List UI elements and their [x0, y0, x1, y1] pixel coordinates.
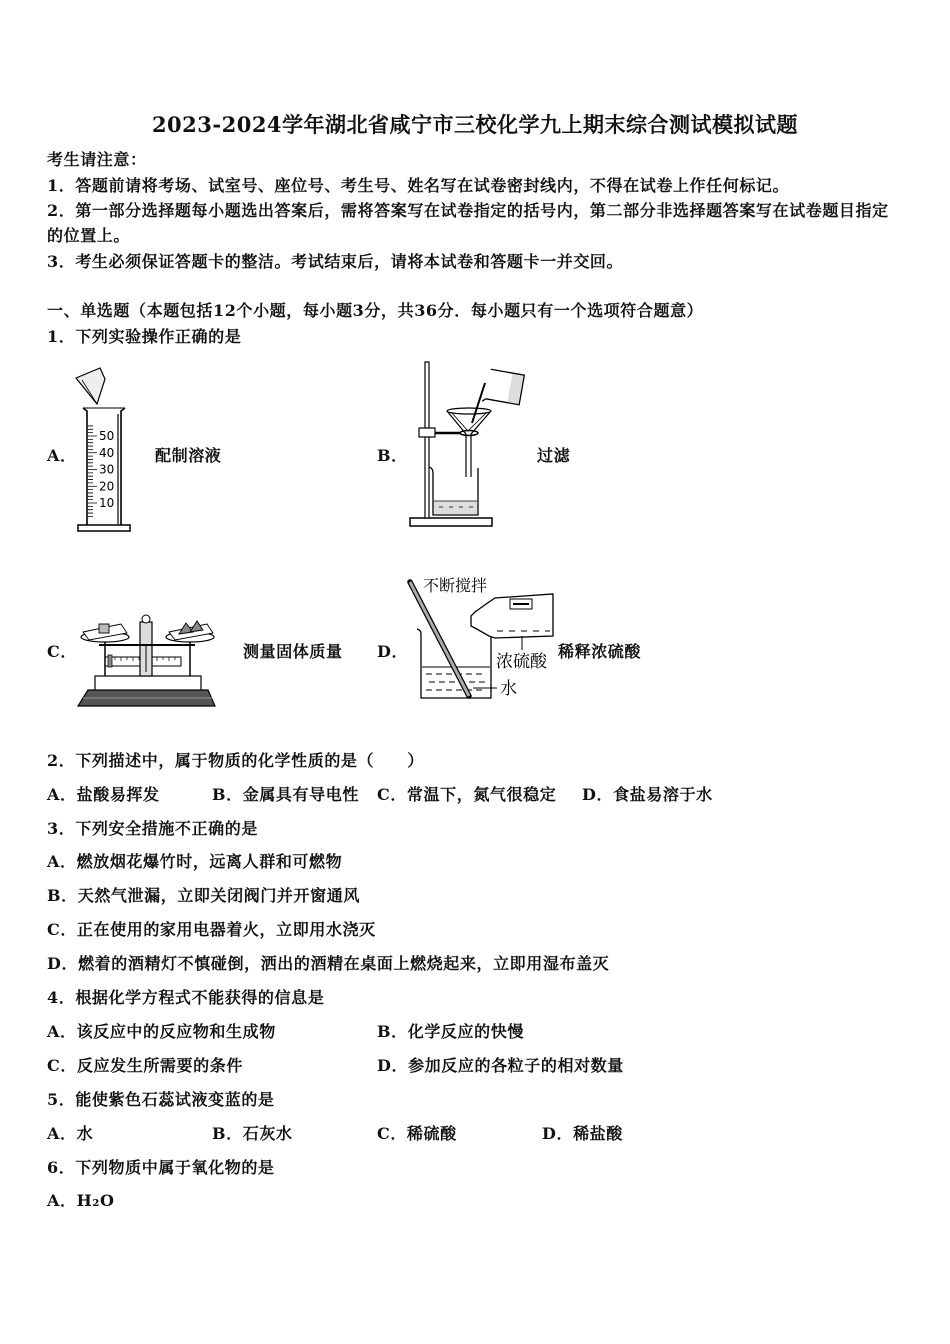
q6-option-a: A．H₂O	[47, 1191, 115, 1210]
funnel-rim	[447, 408, 491, 414]
graduated-cylinder-figure	[68, 362, 140, 534]
q3-option-d: D．燃着的酒精灯不慎碰倒，洒出的酒精在桌面上燃烧起来，立即用湿布盖灭	[47, 954, 610, 973]
stand-rod	[425, 362, 429, 518]
notice-heading: 考生请注意：	[47, 150, 147, 169]
question-5-stem: 5．能使紫色石蕊试液变蓝的是	[47, 1090, 275, 1109]
cylinder-label-20: 20	[99, 479, 115, 494]
cylinder-base	[78, 525, 130, 531]
q5-option-d: D．稀盐酸	[542, 1124, 623, 1143]
support-ring	[460, 431, 478, 436]
q5-option-a: A．水	[47, 1124, 94, 1143]
q2-option-d: D．食盐易溶于水	[582, 785, 713, 804]
balance-rider	[108, 655, 112, 667]
cylinder-label-40: 40	[99, 445, 115, 460]
question-1-stem: 1．下列实验操作正确的是	[47, 327, 242, 346]
notice-item-2: 2．第一部分选择题每小题选出答案后，需将答案写在试卷指定的括号内，第二部分非选择题答案写在试卷题目指定	[47, 201, 889, 220]
q3-option-c: C．正在使用的家用电器着火，立即用水浇灭	[47, 920, 376, 939]
funnel	[447, 411, 491, 477]
q3-option-b: B．天然气泄漏，立即关闭阀门并开窗通风	[47, 886, 360, 905]
q1-option-c-letter: C．	[47, 642, 77, 661]
question-2-stem: 2．下列描述中，属于物质的化学性质的是（ ）	[47, 751, 424, 770]
q3-option-a: A．燃放烟花爆竹时，远离人群和可燃物	[47, 852, 343, 871]
q1-option-b-letter: B．	[377, 446, 408, 465]
cylinder-label-10: 10	[99, 496, 115, 510]
cylinder-label-50: 50	[99, 429, 115, 443]
weight-block	[99, 624, 109, 633]
filtration-apparatus-figure	[405, 355, 533, 531]
q1-option-a-letter: A．	[47, 446, 77, 465]
balance-platform	[95, 676, 201, 690]
stand-base	[410, 518, 492, 526]
q1-option-a-caption: 配制溶液	[155, 446, 222, 465]
clamp-boss	[419, 428, 435, 437]
label-water: 水	[500, 679, 517, 699]
exam-title: 2023-2024学年湖北省咸宁市三校化学九上期末综合测试模拟试题	[151, 112, 799, 137]
pouring-beaker	[482, 369, 524, 408]
q5-option-c: C．稀硫酸	[377, 1124, 457, 1143]
section-heading: 一、单选题（本题包括12个小题，每小题3分，共36分．每小题只有一个选项符合题意）	[47, 301, 704, 320]
q1-option-c-caption: 测量固体质量	[243, 642, 343, 661]
q4-option-b: B．化学反应的快慢	[377, 1022, 524, 1041]
label-stir-continuously: 不断搅拌	[423, 576, 488, 595]
acid-bottle	[471, 594, 553, 638]
q1-option-d-letter: D．	[377, 642, 409, 661]
notice-item-1: 1．答题前请将考场、试室号、座位号、考生号、姓名写在试卷密封线内，不得在试卷上作任何标记。	[47, 176, 790, 195]
question-3-stem: 3．下列安全措施不正确的是	[47, 819, 258, 838]
q2-option-a: A．盐酸易挥发	[47, 785, 160, 804]
balance-figure	[75, 610, 220, 710]
q5-option-b: B．石灰水	[212, 1124, 293, 1143]
q4-option-d: D．参加反应的各粒子的相对数量	[377, 1056, 624, 1075]
label-concentrated-sulfuric-acid: 浓硫酸	[496, 652, 547, 672]
notice-item-2-continued: 的位置上。	[47, 226, 131, 245]
dilution-setup-figure	[405, 572, 555, 704]
cylinder-scale-ticks	[88, 426, 97, 516]
q2-option-b: B．金属具有导电性	[212, 785, 359, 804]
q1-option-b-caption: 过滤	[537, 446, 571, 465]
glass-rod	[472, 383, 485, 423]
question-6-stem: 6．下列物质中属于氧化物的是	[47, 1158, 275, 1177]
q1-option-d-caption: 稀释浓硫酸	[558, 642, 642, 661]
question-4-stem: 4．根据化学方程式不能获得的信息是	[47, 988, 325, 1007]
cylinder-label-30: 30	[99, 462, 115, 477]
q4-option-c: C．反应发生所需要的条件	[47, 1056, 243, 1075]
weighing-paper	[76, 368, 105, 404]
q2-option-c: C．常温下，氮气很稳定	[377, 785, 557, 804]
notice-item-3: 3．考生必须保证答题卡的整洁。考试结束后，请将本试卷和答题卡一并交回。	[47, 252, 624, 271]
q4-option-a: A．该反应中的反应物和生成物	[47, 1022, 276, 1041]
